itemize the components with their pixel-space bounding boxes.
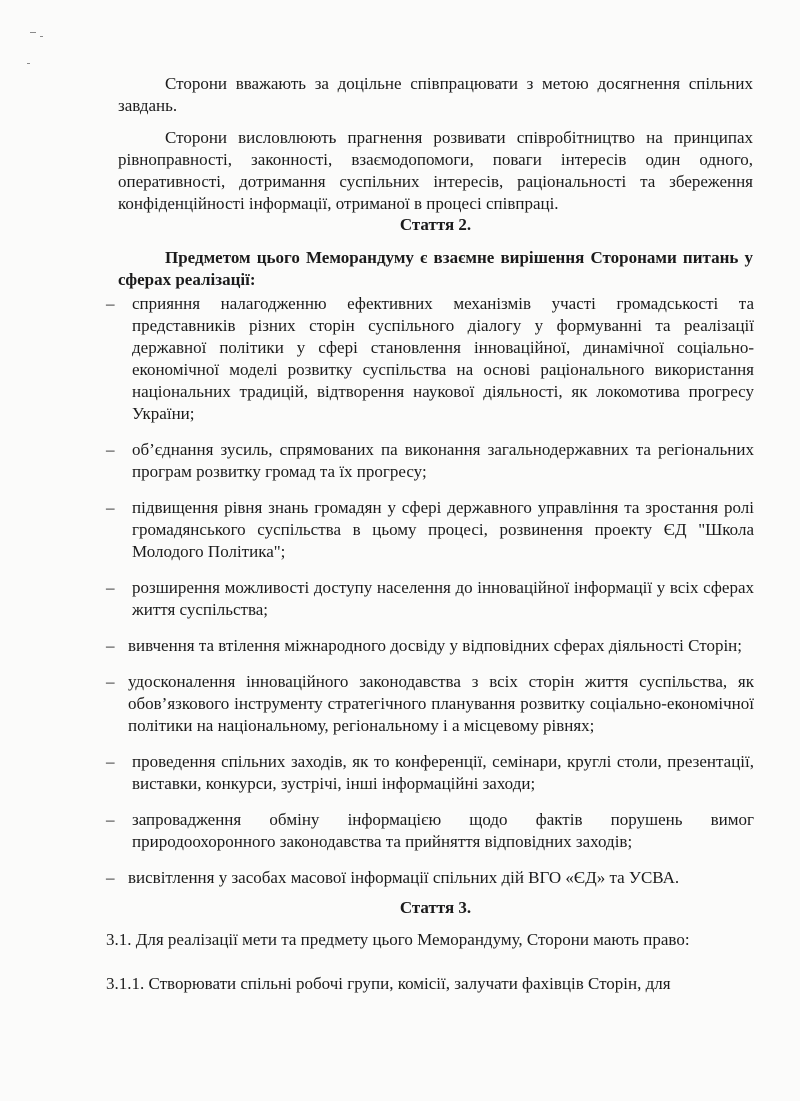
scan-artifact [30,32,36,33]
list-item [106,809,754,853]
list-item-text: розширення можливості доступу населення до інноваційної інформації у всіх сферах життя суспільства; [132,578,754,619]
dash-marker: – [106,578,115,597]
list-item [106,439,754,483]
list-item-text: підвищення рівня знань громадян у сфері державного управління та зростання ролі громадянського суспільства в цьому процесі, розвинення проекту ЄД "Школа Молодого Політика"; [132,498,754,561]
dash-marker: – [106,498,115,517]
list-item [106,497,754,563]
list-item-text: об’єднання зусиль, спрямованих па виконання загальнодержавних та регіональних програм розвитку громад та їх прогресу; [132,440,754,481]
paragraph-principles: Сторони висловлюють прагнення розвивати співробітництво на принципах рівноправності, законності, взаємодопомоги, поваги інтересів один одного, оперативності, дотримання суспільних інтересів, раціональності та збереження конфіденційності інформації, отриманої в процесі співпраці. [118,128,753,213]
list-item-text: запровадження обміну інформацією щодо фактів порушень вимог природоохоронного законодавства та прийняття відповідних заходів; [132,810,754,851]
list-item-text: проведення спільних заходів, як то конференції, семінари, круглі столи, презентації, виставки, конкурси, зустрічі, інші інформаційні заходи; [132,752,754,793]
list-item [106,671,754,737]
dash-marker: – [106,636,115,655]
dash-marker: – [106,294,115,313]
article-2-list [106,293,754,903]
clause-3-1-1: 3.1.1. Створювати спільні робочі групи, комісії, залучати фахівців Сторін, для [106,974,671,993]
clause-3-1: 3.1. Для реалізації мети та предмету цього Меморандуму, Сторони мають право: [106,930,690,949]
list-item [106,635,754,657]
list-item [106,577,754,621]
list-item-text: вивчення та втілення міжнародного досвіду у відповідних сферах діяльності Сторін; [128,636,743,655]
dash-marker: – [106,672,115,691]
dash-marker: – [106,868,115,887]
dash-marker: – [106,440,115,459]
dash-marker: – [106,810,115,829]
scan-artifact [40,36,43,37]
paragraph-cooperation: Сторони вважають за доцільне співпрацювати з метою досягнення спільних завдань. [118,74,753,115]
dash-marker: – [106,752,115,771]
list-item-text: висвітлення у засобах масової інформації спільних дій ВГО «ЄД» та УСВА. [128,868,680,887]
list-item-text: сприяння налагодженню ефективних механізмів участі громадськості та представників різних сторін суспільного діалогу у формуванні та реалізації державної політики у сфері становлення інноваційної, динамічної соціально-економічної моделі розвитку суспільства на основі раціонального використання національних традицій, відтворення наукової діяльності, як локомотива прогресу України; [132,294,754,423]
article-3-heading: Стаття 3. [399,898,472,917]
list-item [106,751,754,795]
article-2-subject: Предметом цього Меморандуму є взаємне вирішення Сторонами питань у сферах реалізації: [118,248,753,289]
scan-artifact [27,63,30,64]
article-2-heading: Стаття 2. [399,215,472,234]
list-item [106,293,754,425]
list-item-text: удосконалення інноваційного законодавства з всіх сторін життя суспільства, як обов’язкового інструменту стратегічного планування розвитку соціально-економічної політики на національному, регіональному і а місцевому рівнях; [128,672,754,735]
list-item [106,867,754,889]
